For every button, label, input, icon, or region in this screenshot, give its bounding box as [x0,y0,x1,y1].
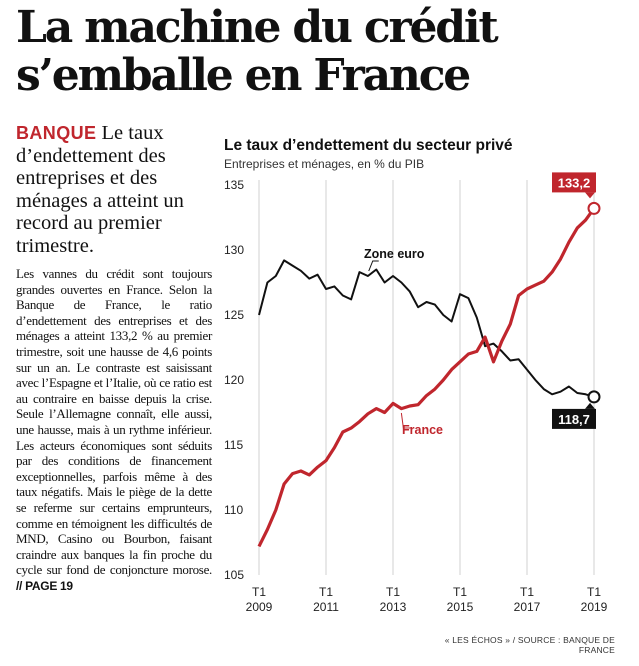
x-tick-quarter-2009: T1 [251,585,267,599]
series-annotation-zone-euro: Zone euro [364,247,425,261]
x-tick-quarter-2019: T1 [586,585,602,599]
page-ref-link[interactable]: // PAGE 19 [16,578,73,593]
end-marker-zone-euro [589,391,600,402]
end-value-label-zone-euro: 118,7 [558,411,590,427]
kicker: BANQUE [16,123,97,143]
x-tick-year-2015: 2015 [446,600,474,614]
article-body-text: Les vannes du crédit sont toujours grandes ouvertes en France. Selon la Banque de France, le ratio d’endettement des entreprises et des ménages a atteint 133,2 % au premier trimestre, soit une hausse de 4,6 points sur un an. Le contraste est saisissant avec l’Espagne et l’Italie, où ce ratio est au contraire en baisse depuis la crise. Seule l’Allemagne connaît, elle aussi, une hausse, mais à un rythme inférieur. Les acteurs économiques sont séduits par des conditions de financement exceptionnelles, parfois même à des taux négatifs. Mais le piège de la dette se referme sur certains emprunteurs, comme en témoignent les difficultés de MND, Casino ou Bourbon, faisant craindre aux banques la fin proche du cycle sur fond de conjoncture morose. [16,266,212,578]
y-tick-label-115: 115 [224,438,244,452]
y-tick-label-110: 110 [224,503,244,517]
debt-ratio-chart [214,170,639,630]
x-tick-year-2011: 2011 [313,600,339,614]
end-value-label-france: 133,2 [557,175,591,191]
x-tick-quarter-2015: T1 [452,585,468,599]
x-tick-quarter-2017: T1 [519,585,535,599]
x-tick-year-2017: 2017 [513,600,541,614]
headline-line-2: s’emballe en France [16,50,470,101]
headline-line-1: La machine du crédit [16,2,497,53]
end-marker-france [589,203,600,214]
chart-subtitle: Entreprises et ménages, en % du PIB [224,157,425,171]
article-body [16,266,212,594]
lede-text: Le taux d’endettement des entreprises et des ménages a atteint un record au premier trimestre. [16,122,184,257]
y-tick-label-120: 120 [224,373,245,387]
lede [16,122,216,257]
series-line-france [259,208,594,546]
x-tick-quarter-2013: T1 [385,585,401,599]
y-tick-label-105: 105 [224,568,245,582]
y-tick-label-135: 135 [224,178,245,192]
x-tick-year-2019: 2019 [580,600,608,614]
series-annotation-france: France [402,423,443,437]
x-tick-year-2013: 2013 [379,600,407,614]
headline [16,4,628,100]
x-tick-year-2009: 2009 [245,600,273,614]
source-credit: « LES ÉCHOS » / SOURCE : BANQUE DE FRANCE [444,635,615,655]
y-tick-label-125: 125 [224,308,245,322]
x-tick-quarter-2011: T1 [318,585,334,599]
y-tick-label-130: 130 [224,243,245,257]
chart-title: Le taux d’endettement du secteur privé [224,137,513,154]
